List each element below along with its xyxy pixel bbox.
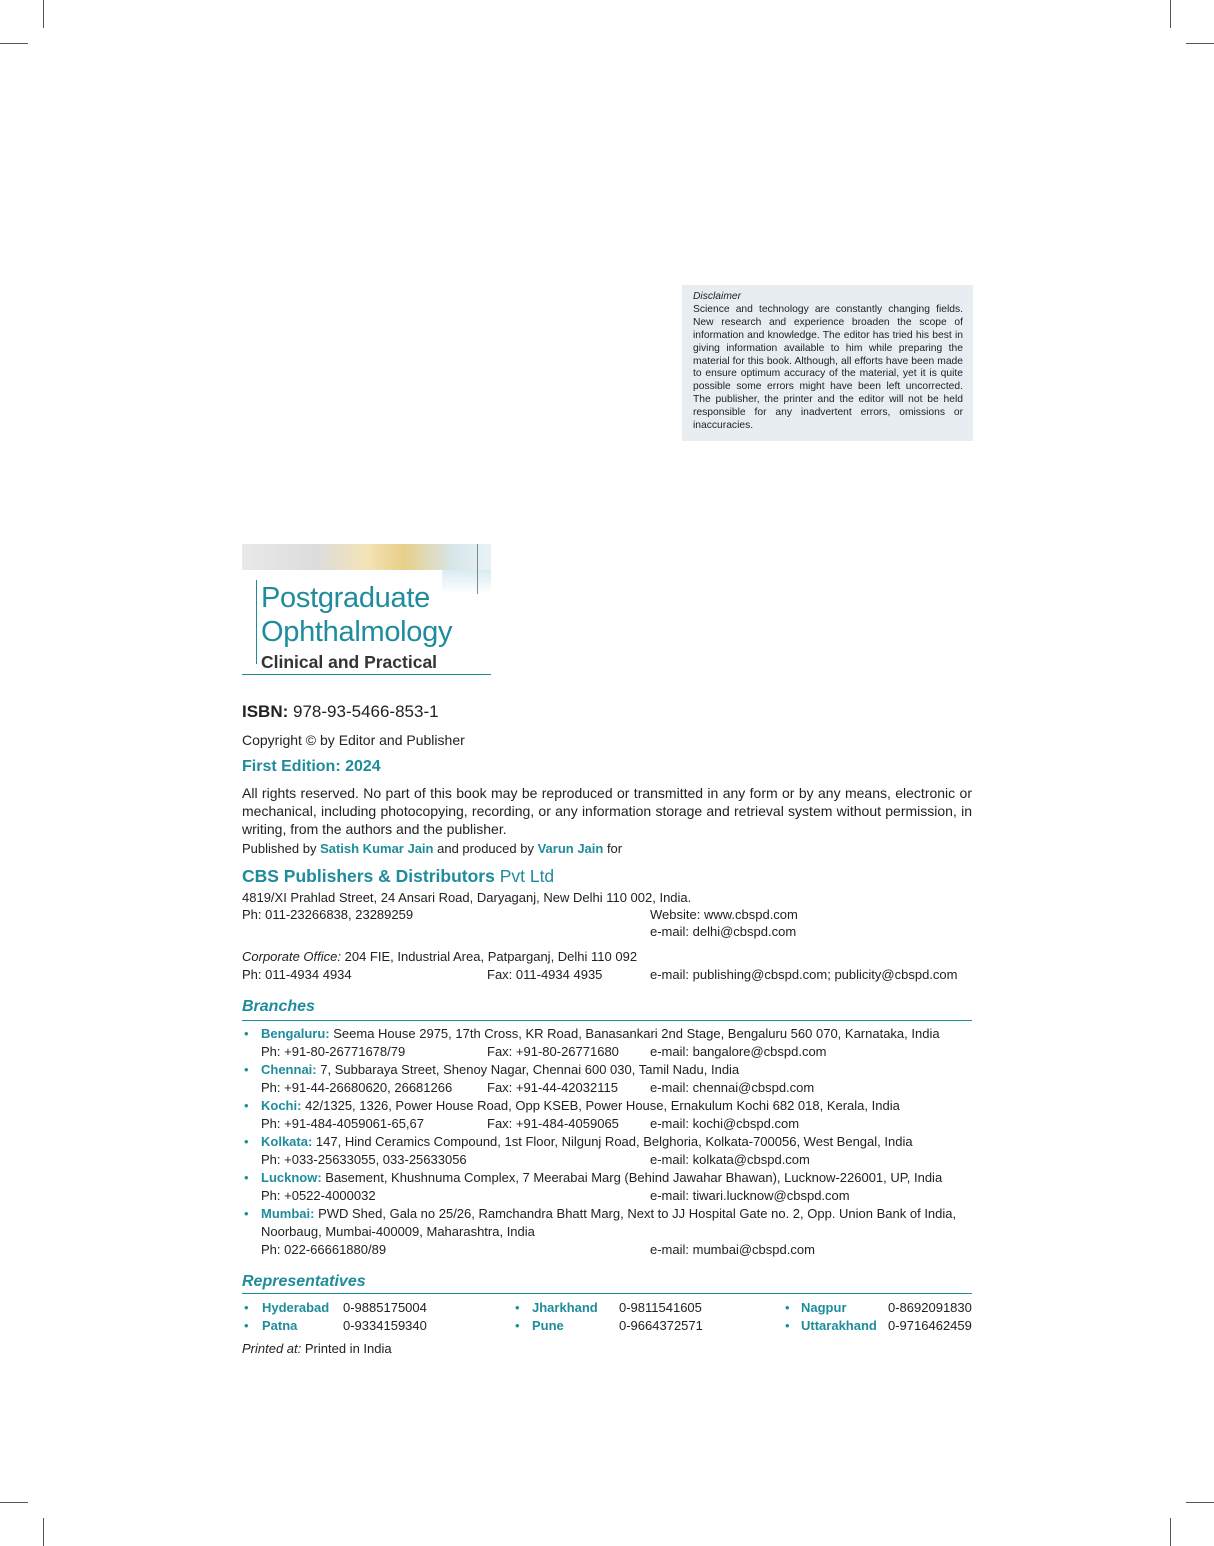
branch-phone: Ph: +0522-4000032 [261,1188,376,1203]
branch-phone: Ph: +033-25633055, 033-25633056 [261,1152,467,1167]
branch-email: e-mail: chennai@cbspd.com [650,1080,815,1095]
bullet: • [244,1300,249,1315]
branch-address: PWD Shed, Gala no 25/26, Ramchandra Bhatt Marg, Next to JJ Hospital Gate no. 2, Opp. Union Bank of India, [314,1206,957,1221]
bullet: • [785,1318,790,1333]
bullet: • [244,1170,249,1185]
representative-phone: 0-9664372571 [619,1318,703,1333]
book-title-line2: Ophthalmology [261,616,453,648]
branch-address: 147, Hind Ceramics Compound, 1st Floor, Nilgunj Road, Belghoria, Kolkata-700056, West Bengal, India [312,1134,913,1149]
representatives-heading: Representatives [242,1273,366,1290]
bullet: • [244,1134,249,1149]
published-pre: Published by [242,841,321,856]
branch-address: 7, Subbaraya Street, Shenoy Nagar, Chennai 600 030, Tamil Nadu, India [316,1062,740,1077]
branch-address-line [261,1026,940,1041]
branch-address-line [261,1098,900,1113]
corporate-label: Corporate Office: [242,949,341,964]
book-title-line1: Postgraduate [261,582,430,614]
crop-mark [1170,0,1171,28]
branch-phone: Ph: +91-44-26680620, 26681266 [261,1080,453,1095]
logo-image-band [242,544,491,570]
branch-email: e-mail: kochi@cbspd.com [650,1116,800,1131]
bullet: • [244,1062,249,1077]
printed-label: Printed at: [242,1341,302,1356]
branch-address-line [261,1062,739,1077]
company-website: Website: www.cbspd.com [650,907,798,922]
branch-phone: Ph: +91-80-26771678/79 [261,1044,406,1059]
printed-value: Printed in India [301,1341,392,1356]
corporate-address: 204 FIE, Industrial Area, Patparganj, Delhi 110 092 [341,949,638,964]
representative-phone: 0-9716462459 [888,1318,972,1333]
publisher-name: Satish Kumar Jain [320,841,434,856]
corporate-office [242,949,637,964]
branch-email: e-mail: bangalore@cbspd.com [650,1044,827,1059]
published-post: for [603,841,623,856]
bullet: • [244,1206,249,1221]
representative-name: Jharkhand [532,1300,598,1315]
branch-name: Kolkata: [261,1134,313,1149]
representative-phone: 0-9885175004 [343,1300,427,1315]
branch-email: e-mail: mumbai@cbspd.com [650,1242,815,1257]
representative-phone: 0-9811541605 [619,1300,702,1315]
branch-fax: Fax: +91-484-4059065 [487,1116,619,1131]
branch-fax: Fax: +91-80-26771680 [487,1044,619,1059]
branch-phone: Ph: +91-484-4059061-65,67 [261,1116,424,1131]
edition: First Edition: 2024 [242,758,381,775]
company-name-line [242,866,554,887]
disclaimer-text: Science and technology are constantly changing fields. New research and experience broaden the scope of information and knowledge. The editor has tried his best in giving information available to him while preparing the material for this book. Although, all efforts have been made to ensure optimum accuracy of the material, yet it is quite possible some errors might have been left uncorrected. The publisher, the printer and the editor will not be held responsible for any inadvertent errors, omissions or inaccuracies. [693,303,963,432]
book-subtitle: Clinical and Practical [261,652,438,672]
branch-address: Seema House 2975, 17th Cross, KR Road, Banasankari 2nd Stage, Bengaluru 560 070, Karnataka, India [329,1026,940,1041]
crop-mark [43,1518,44,1546]
bullet: • [785,1300,790,1315]
corporate-email: e-mail: publishing@cbspd.com; publicity@cbspd.com [650,967,958,982]
branch-address-line [261,1170,942,1185]
published-mid: and produced by [433,841,538,856]
published-line [242,841,622,856]
corporate-phone: Ph: 011-4934 4934 [242,967,352,982]
bullet: • [515,1318,520,1333]
crop-mark [1186,1502,1214,1503]
isbn-label: ISBN: [242,702,289,721]
bullet: • [244,1098,249,1113]
logo-image-band [442,570,491,594]
corporate-fax: Fax: 011-4934 4935 [487,967,603,982]
logo-rule [256,580,257,664]
company-email: e-mail: delhi@cbspd.com [650,924,797,939]
disclaimer-box [682,285,973,441]
branches-rule [242,1020,972,1021]
branch-name: Lucknow: [261,1170,322,1185]
representative-name: Pune [532,1318,564,1333]
disclaimer-title: Disclaimer [693,291,742,302]
branch-address-line2: Noorbaug, Mumbai-400009, Maharashtra, India [261,1224,535,1239]
crop-mark [0,43,28,44]
branch-phone: Ph: 022-66661880/89 [261,1242,387,1257]
branch-fax: Fax: +91-44-42032115 [487,1080,618,1095]
company-address: 4819/XI Prahlad Street, 24 Ansari Road, Daryaganj, New Delhi 110 002, India. [242,890,692,905]
representative-name: Nagpur [801,1300,847,1315]
crop-mark [1170,1518,1171,1546]
branch-name: Bengaluru: [261,1026,330,1041]
bullet: • [244,1026,249,1041]
branch-email: e-mail: tiwari.lucknow@cbspd.com [650,1188,850,1203]
company-phone: Ph: 011-23266838, 23289259 [242,907,414,922]
representative-name: Uttarakhand [801,1318,877,1333]
crop-mark [1186,43,1214,44]
representatives-rule [242,1293,972,1294]
branch-address-line [261,1134,913,1149]
crop-mark [0,1502,28,1503]
representative-phone: 0-9334159340 [343,1318,427,1333]
copyright: Copyright © by Editor and Publisher [242,732,465,748]
branch-address-line [261,1206,956,1221]
printed-at [242,1341,392,1356]
branch-email: e-mail: kolkata@cbspd.com [650,1152,810,1167]
branch-name: Mumbai: [261,1206,315,1221]
representative-name: Patna [262,1318,298,1333]
bullet: • [515,1300,520,1315]
representative-phone: 0-8692091830 [888,1300,972,1315]
branch-name: Kochi: [261,1098,302,1113]
crop-mark [43,0,44,28]
branch-address: 42/1325, 1326, Power House Road, Opp KSEB, Power House, Ernakulum Kochi 682 018, Kerala, India [301,1098,900,1113]
branch-address: Basement, Khushnuma Complex, 7 Meerabai Marg (Behind Jawahar Bhawan), Lucknow-226001, UP, India [321,1170,943,1185]
logo-rule [477,544,478,594]
branch-name: Chennai: [261,1062,317,1077]
company-name: CBS Publishers & Distributors [242,866,495,886]
company-suffix: Pvt Ltd [494,866,555,886]
rights-paragraph: All rights reserved. No part of this book may be reproduced or transmitted in any form or by any means, electronic or mechanical, including photocopying, recording, or any information storage and retrieval system without permission, in writing, from the authors and the publisher. [242,785,972,837]
book-logo [242,544,491,676]
representative-name: Hyderabad [262,1300,330,1315]
producer-name: Varun Jain [537,841,604,856]
logo-rule [242,674,491,675]
branches-heading: Branches [242,998,315,1015]
isbn-line [242,702,439,722]
isbn-value: 978-93-5466-853-1 [293,702,439,721]
bullet: • [244,1318,249,1333]
